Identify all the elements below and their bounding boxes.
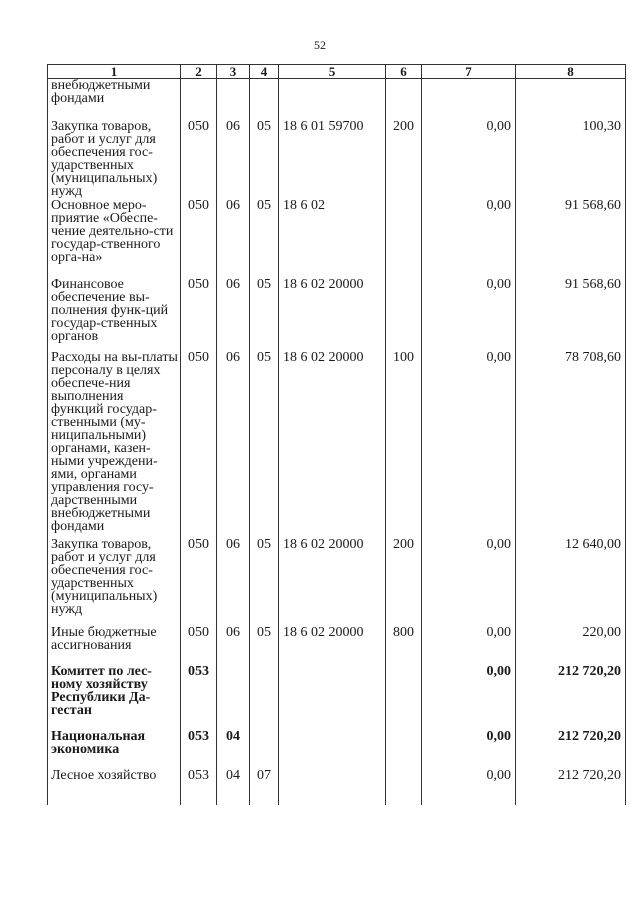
row-subsection <box>250 79 279 120</box>
row-amount-7: 0,00 <box>422 277 516 350</box>
row-ministry: 050 <box>181 277 217 350</box>
row-section: 06 <box>217 350 250 537</box>
row-expense-type <box>386 79 422 120</box>
row-section: 06 <box>217 198 250 277</box>
row-section: 04 <box>217 768 250 805</box>
row-amount-8: 212 720,20 <box>516 729 626 768</box>
row-amount-8: 78 708,60 <box>516 350 626 537</box>
row-subsection: 05 <box>250 198 279 277</box>
row-name: Основное меро-приятие «Обеспе-чение деятельно-сти государ-ственного орга-на» <box>48 198 181 277</box>
row-amount-8: 212 720,20 <box>516 768 626 805</box>
row-amount-7: 0,00 <box>422 198 516 277</box>
row-target: 18 6 02 20000 <box>279 350 386 537</box>
table-row <box>48 350 626 537</box>
row-target: 18 6 02 20000 <box>279 537 386 625</box>
header-col-5: 5 <box>279 65 386 79</box>
table-row <box>48 537 626 625</box>
row-amount-7: 0,00 <box>422 537 516 625</box>
header-col-3: 3 <box>217 65 250 79</box>
row-expense-type: 800 <box>386 625 422 664</box>
row-expense-type: 200 <box>386 119 422 198</box>
table-row <box>48 79 626 120</box>
row-name: Финансовое обеспечение вы-полнения функ-ций государ-ственных органов <box>48 277 181 350</box>
table-row <box>48 729 626 768</box>
row-subsection <box>250 664 279 729</box>
row-amount-8 <box>516 79 626 120</box>
row-target: 18 6 02 20000 <box>279 625 386 664</box>
row-expense-type <box>386 277 422 350</box>
row-ministry: 050 <box>181 198 217 277</box>
table-row <box>48 664 626 729</box>
row-ministry: 050 <box>181 119 217 198</box>
header-col-2: 2 <box>181 65 217 79</box>
row-section: 04 <box>217 729 250 768</box>
row-target <box>279 729 386 768</box>
row-ministry: 050 <box>181 625 217 664</box>
header-col-4: 4 <box>250 65 279 79</box>
row-amount-8: 91 568,60 <box>516 277 626 350</box>
row-target <box>279 768 386 805</box>
row-name: Комитет по лес-ному хозяйству Республики Да-гестан <box>48 664 181 729</box>
row-expense-type <box>386 664 422 729</box>
row-name: Закупка товаров, работ и услуг для обеспечения гос-ударственных (муниципальных) нужд <box>48 119 181 198</box>
row-name: внебюджетными фондами <box>48 79 181 120</box>
row-name: Национальная экономика <box>48 729 181 768</box>
row-target: 18 6 01 59700 <box>279 119 386 198</box>
row-amount-8: 91 568,60 <box>516 198 626 277</box>
row-amount-7: 0,00 <box>422 119 516 198</box>
page-number: 52 <box>314 38 326 52</box>
table-row <box>48 768 626 805</box>
row-section: 06 <box>217 537 250 625</box>
row-name: Лесное хозяйство <box>48 768 181 805</box>
row-name: Расходы на вы-платы персоналу в целях обеспече-ния выполнения функций государ-ственными (му-ниципальными) органами, казен-ными учреждени-ями, органами управления госу-дарственными внебюджетными фондами <box>48 350 181 537</box>
row-name: Закупка товаров, работ и услуг для обеспечения гос-ударственных (муниципальных) нужд <box>48 537 181 625</box>
row-expense-type <box>386 768 422 805</box>
table-row <box>48 625 626 664</box>
row-subsection: 05 <box>250 119 279 198</box>
row-subsection: 07 <box>250 768 279 805</box>
table-row <box>48 277 626 350</box>
row-target: 18 6 02 20000 <box>279 277 386 350</box>
row-subsection: 05 <box>250 350 279 537</box>
row-amount-8: 220,00 <box>516 625 626 664</box>
row-ministry: 050 <box>181 537 217 625</box>
row-amount-8: 12 640,00 <box>516 537 626 625</box>
table-row <box>48 119 626 198</box>
row-amount-7 <box>422 79 516 120</box>
row-amount-7: 0,00 <box>422 625 516 664</box>
header-row <box>48 65 626 79</box>
budget-table <box>47 64 626 805</box>
row-ministry: 053 <box>181 729 217 768</box>
row-expense-type: 200 <box>386 537 422 625</box>
row-name: Иные бюджетные ассигнования <box>48 625 181 664</box>
header-col-8: 8 <box>516 65 626 79</box>
row-ministry: 050 <box>181 350 217 537</box>
row-target <box>279 79 386 120</box>
header-col-1: 1 <box>48 65 181 79</box>
row-ministry <box>181 79 217 120</box>
row-ministry: 053 <box>181 664 217 729</box>
row-expense-type: 100 <box>386 350 422 537</box>
row-subsection: 05 <box>250 537 279 625</box>
header-col-6: 6 <box>386 65 422 79</box>
row-target <box>279 664 386 729</box>
row-amount-7: 0,00 <box>422 664 516 729</box>
row-subsection <box>250 729 279 768</box>
row-expense-type <box>386 198 422 277</box>
row-section: 06 <box>217 119 250 198</box>
row-amount-7: 0,00 <box>422 350 516 537</box>
row-amount-7: 0,00 <box>422 729 516 768</box>
table-row <box>48 198 626 277</box>
row-target: 18 6 02 <box>279 198 386 277</box>
row-amount-7: 0,00 <box>422 768 516 805</box>
row-amount-8: 100,30 <box>516 119 626 198</box>
header-col-7: 7 <box>422 65 516 79</box>
row-amount-8: 212 720,20 <box>516 664 626 729</box>
row-section <box>217 664 250 729</box>
row-expense-type <box>386 729 422 768</box>
row-subsection: 05 <box>250 625 279 664</box>
row-section: 06 <box>217 277 250 350</box>
row-section: 06 <box>217 625 250 664</box>
row-subsection: 05 <box>250 277 279 350</box>
row-section <box>217 79 250 120</box>
row-ministry: 053 <box>181 768 217 805</box>
